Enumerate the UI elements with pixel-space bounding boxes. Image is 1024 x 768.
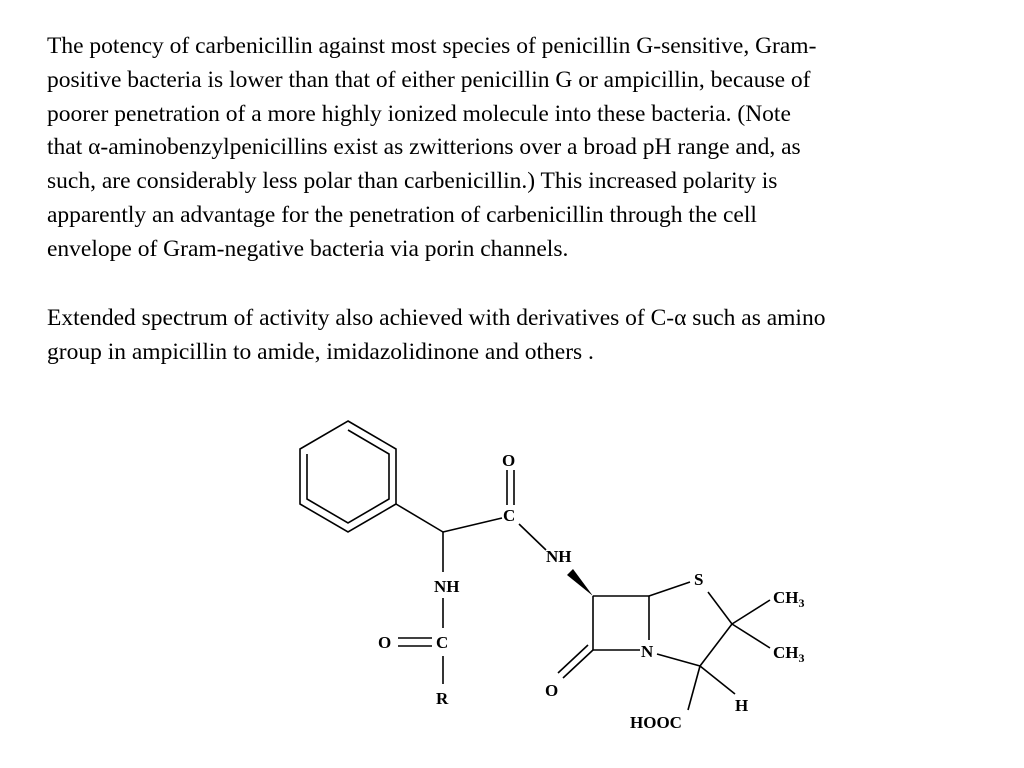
text-line: Extended spectrum of activity also achieved with derivatives of C-α such as amino <box>47 305 826 331</box>
text-line: such, are considerably less polar than carbenicillin.) This increased polarity is <box>47 168 778 195</box>
methyl-label-1: $CH_3$ <box>773 588 805 610</box>
text-line: apparently an advantage for the penetration of carbenicillin through the cell <box>47 201 757 228</box>
penam-core-bonds <box>558 582 770 710</box>
text-line: poorer penetration of a more highly ionized molecule into these bacteria. (Note <box>47 100 791 127</box>
text-line: The potency of carbenicillin against most species of penicillin G-sensitive, Gram- <box>47 33 817 59</box>
text-line: group in ampicillin to amide, imidazolidinone and others . <box>47 338 594 365</box>
sulfur-label: S <box>694 570 704 589</box>
wedge-bond <box>567 569 593 596</box>
carbonyl-carbon-top: C <box>503 506 516 525</box>
r-group-label: R <box>436 689 449 708</box>
text-line: positive bacteria is lower than that of either penicillin G or ampicillin, because of <box>47 66 811 93</box>
carbonyl-oxygen-top: O <box>502 451 516 470</box>
text-line: envelope of Gram-negative bacteria via porin channels. <box>47 235 569 262</box>
text-line: that α-aminobenzylpenicillins exist as zwitterions over a broad pH range and, as <box>47 134 801 161</box>
benzene-ring <box>300 421 396 532</box>
amide-oxygen-left: O <box>378 633 392 652</box>
carboxyl-label: HOOC <box>630 713 682 732</box>
methyl-label-2: $CH_3$ <box>773 643 805 665</box>
ring-nitrogen-label: N <box>641 642 654 661</box>
side-chain-bonds <box>396 470 546 684</box>
alpha-nh-label: NH <box>434 577 460 596</box>
amide-carbon-left: C <box>436 633 449 652</box>
hydrogen-label: H <box>735 696 749 715</box>
amide-nh-label: NH <box>546 547 572 566</box>
lactam-oxygen-label: O <box>545 681 559 700</box>
